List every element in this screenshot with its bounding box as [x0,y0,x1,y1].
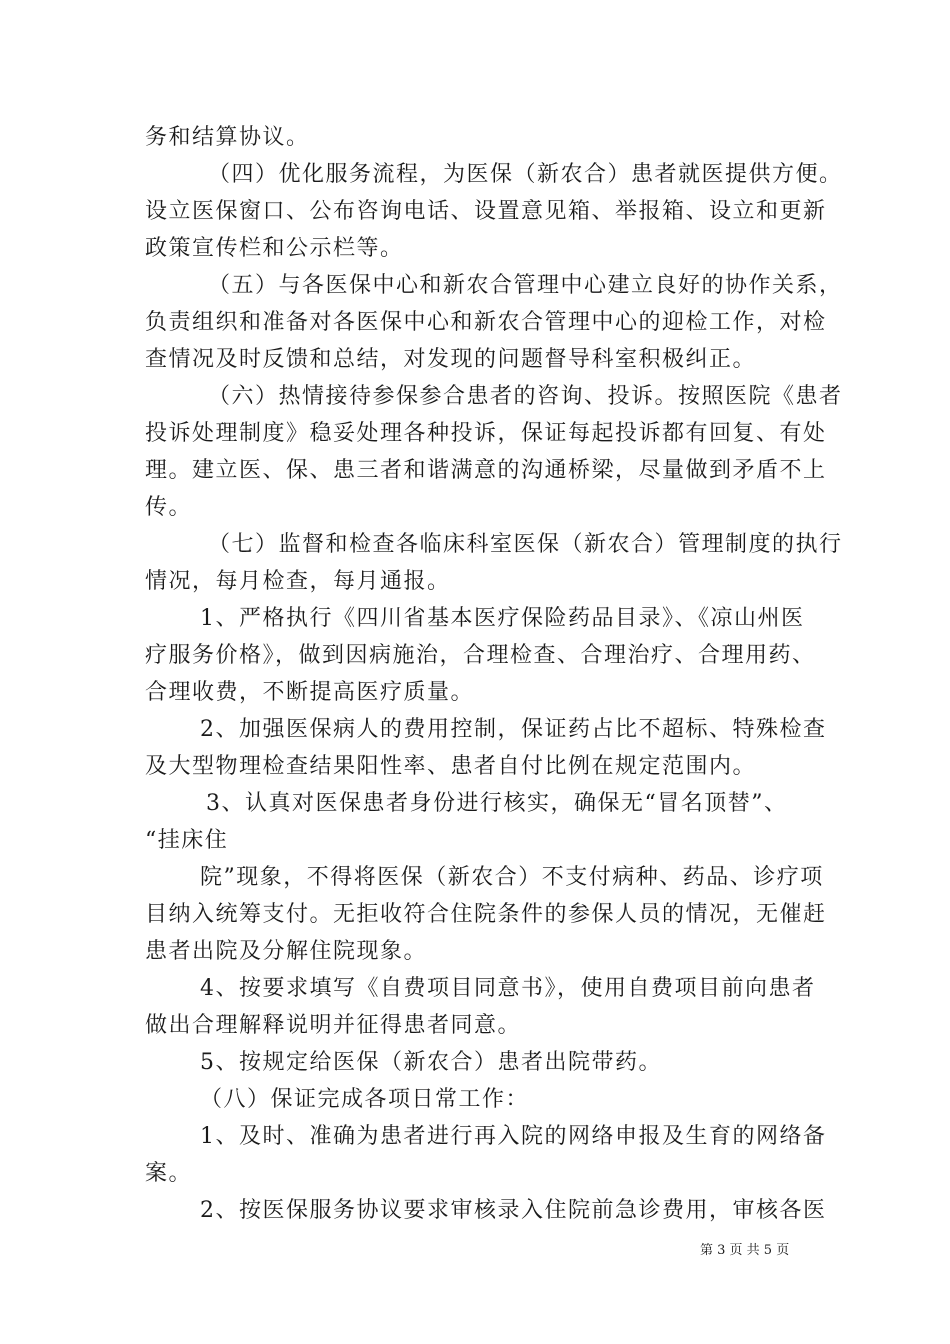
text-line: 理。建立医、保、患三者和谐满意的沟通桥梁，尽量做到矛盾不上 [145,458,827,483]
text-line: 情况，每月检查，每月通报。 [145,569,451,594]
text-line: 患者出院及分解住院现象。 [145,939,428,964]
text-line: （七）监督和检查各临床科室医保（新农合）管理制度的执行 [208,532,843,557]
text-line: 1、及时、准确为患者进行再入院的网络申报及生育的网络备 [200,1124,827,1149]
text-line: 合理收费，不断提高医疗质量。 [145,680,475,705]
text-line: 及大型物理检查结果阳性率、患者自付比例在规定范围内。 [145,754,757,779]
text-line: 2、加强医保病人的费用控制，保证药占比不超标、特殊检查 [200,717,827,742]
text-line: （四）优化服务流程，为医保（新农合）患者就医提供方便。 [208,162,843,187]
text-line: 案。 [145,1161,193,1186]
text-line: 4、按要求填写《自费项目同意书》，使用自费项目前向患者 [200,976,816,1001]
text-line: 做出合理解释说明并征得患者同意。 [145,1013,522,1038]
text-line: 设立医保窗口、公布咨询电话、设置意见箱、举报箱、设立和更新 [145,199,827,224]
text-line: 投诉处理制度》稳妥处理各种投诉，保证每起投诉都有回复、有处 [145,421,827,446]
text-line: 目纳入统筹支付。无拒收符合住院条件的参保人员的情况，无催赶 [145,902,827,927]
text-line: 院”现象，不得将医保（新农合）不支付病种、药品、诊疗项 [200,865,824,890]
page-number-footer: 第 3 页 共 5 页 [700,1243,790,1258]
text-line: （六）热情接待参保参合患者的咨询、投诉。按照医院《患者 [208,384,843,409]
text-line: 查情况及时反馈和总结，对发现的问题督导科室积极纠正。 [145,347,757,372]
text-line: 务和结算协议。 [145,125,310,150]
text-line: “挂床住 [145,828,229,853]
text-line: 1、严格执行《四川省基本医疗保险药品目录》、《凉山州医 [200,606,805,631]
text-line: 负责组织和准备对各医保中心和新农合管理中心的迎检工作，对检 [145,310,827,335]
text-line: （八）保证完成各项日常工作： [200,1087,530,1112]
text-line: （五）与各医保中心和新农合管理中心建立良好的协作关系， [208,273,843,298]
text-line: 2、按医保服务协议要求审核录入住院前急诊费用，审核各医 [200,1198,827,1223]
text-line: 5、按规定给医保（新农合）患者出院带药。 [200,1050,662,1075]
text-line: 政策宣传栏和公示栏等。 [145,236,404,261]
text-line: 传。 [145,495,193,520]
text-line: 3、认真对医保患者身份进行核实，确保无“冒名顶替”、 [206,791,788,816]
text-line: 疗服务价格》，做到因病施治，合理检查、合理治疗、合理用药、 [145,643,816,668]
